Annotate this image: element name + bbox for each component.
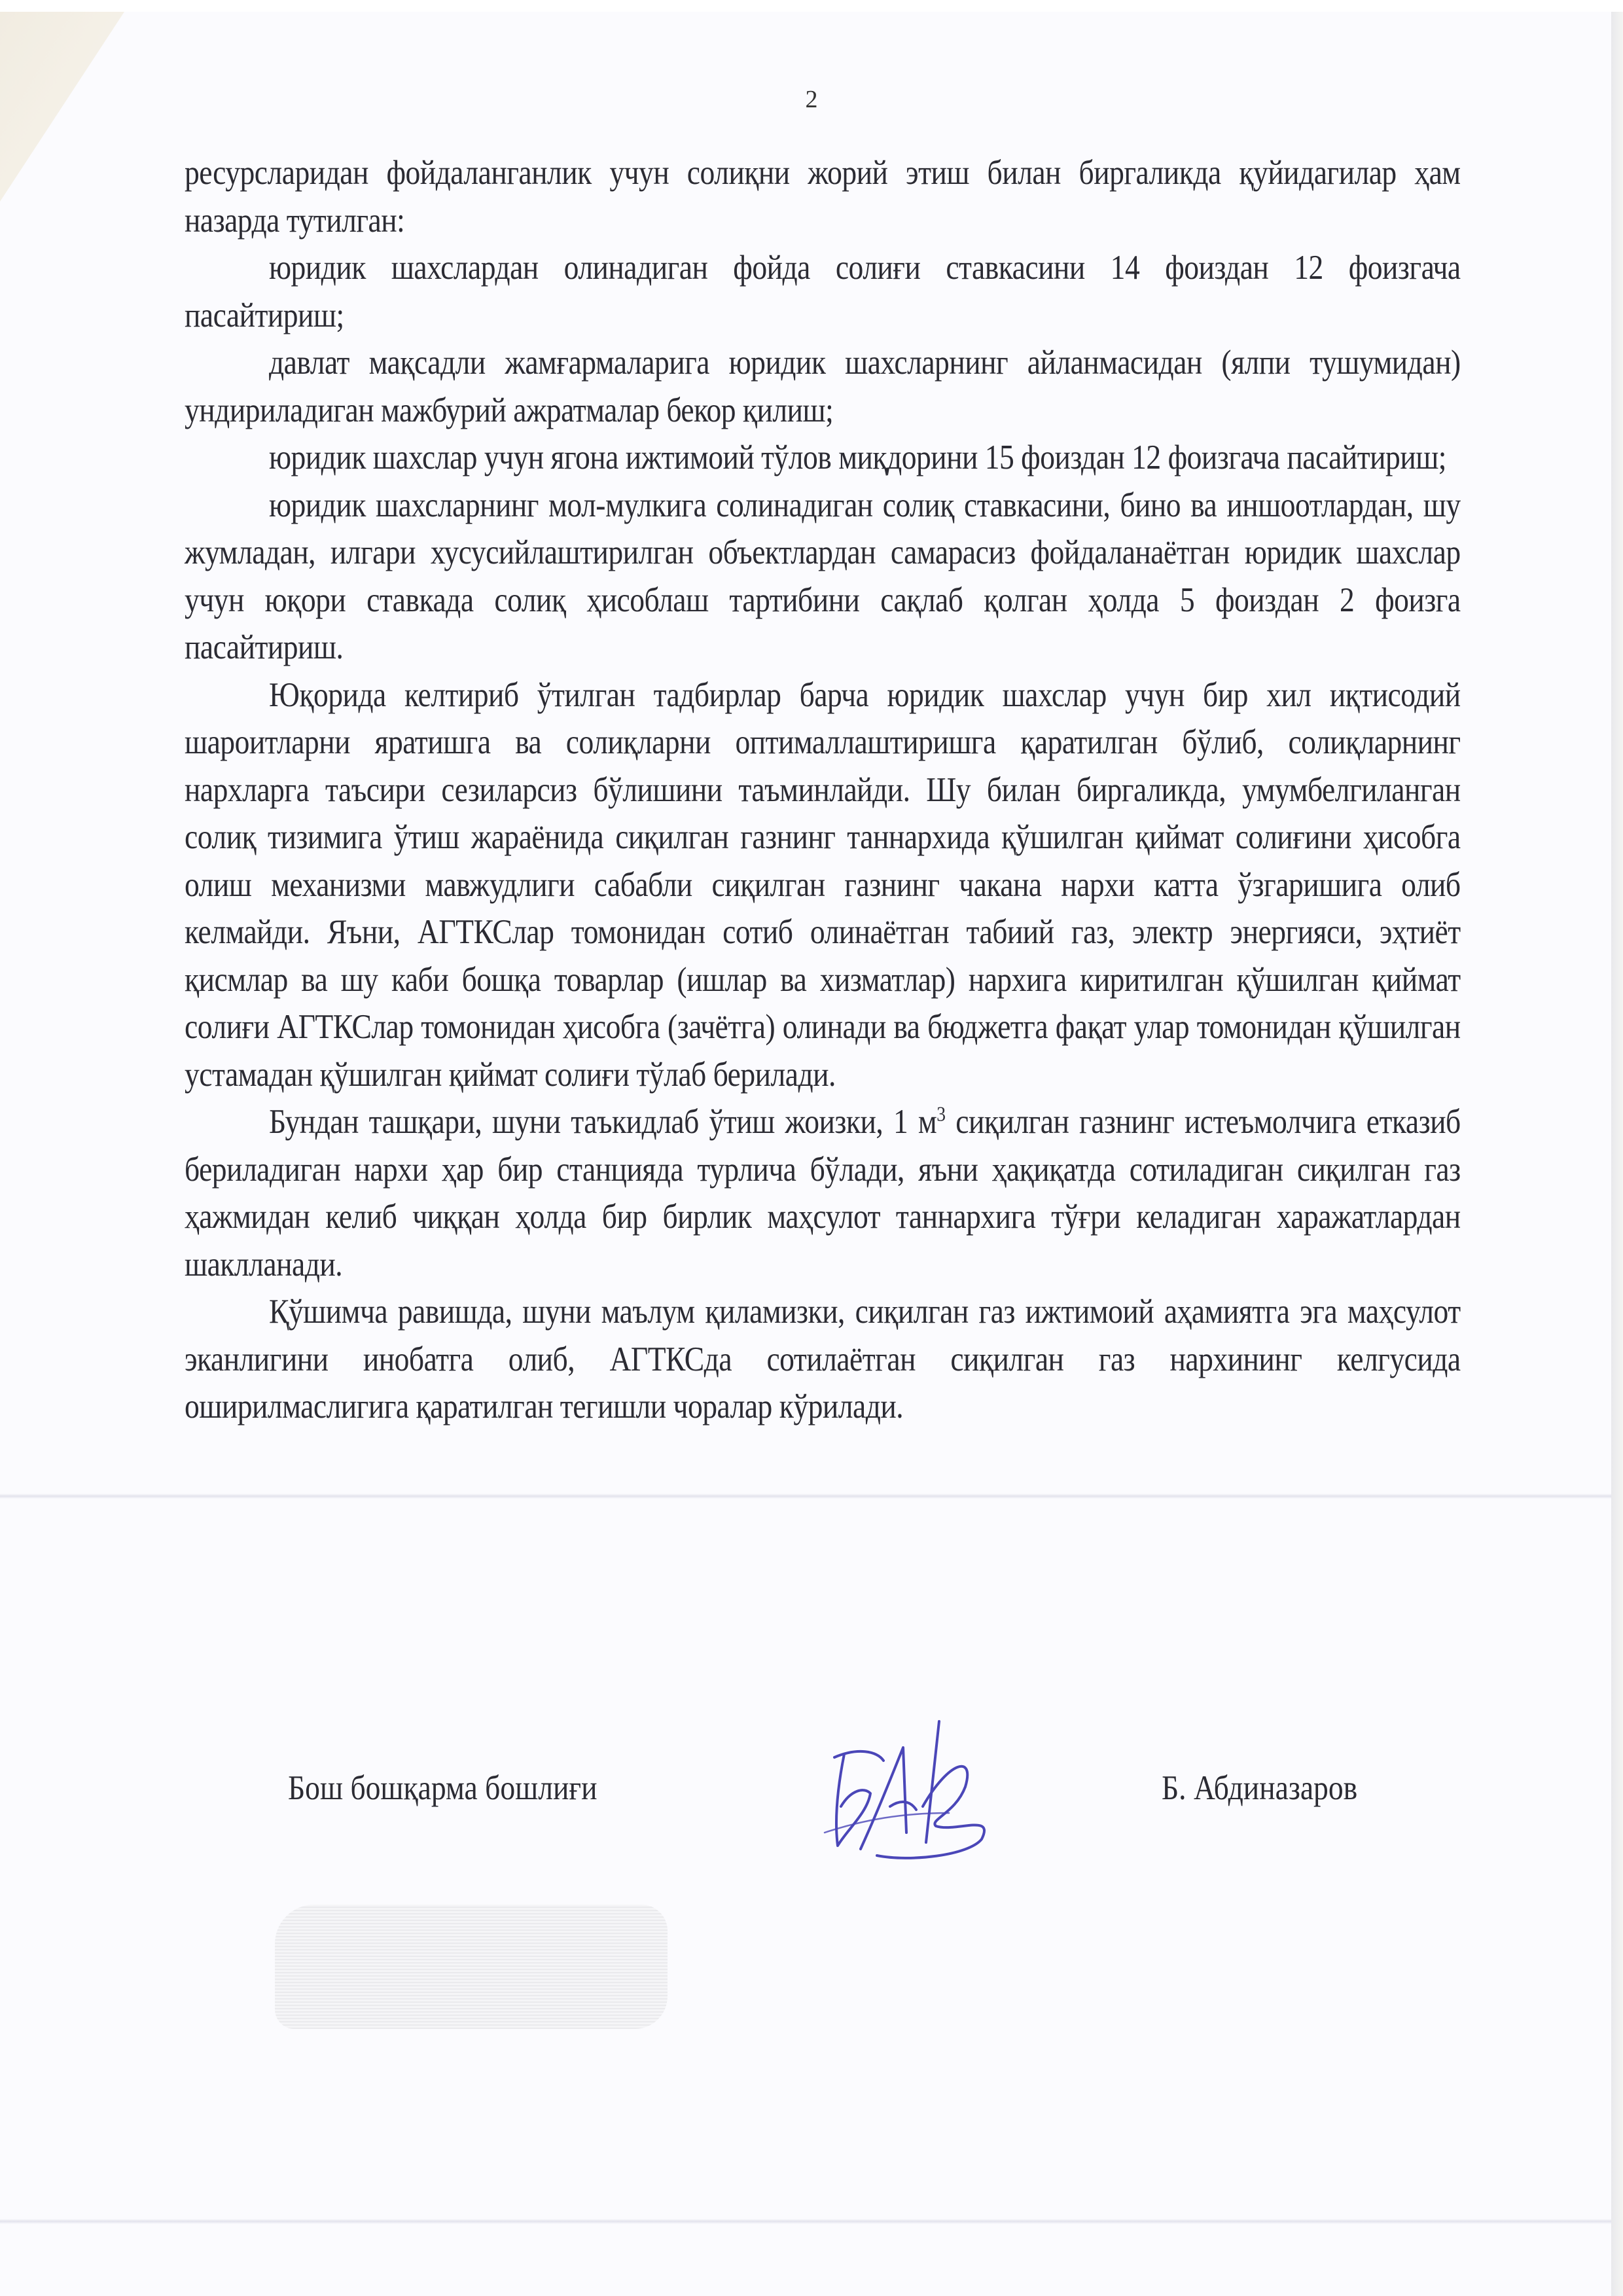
redacted-area [275,1905,668,2029]
paragraph-mandatory-deductions: давлат мақсадли жамғармаларига юридик шахсларнинг айланмасидан (ялпи тушумидан) ундириладиган мажбурий ажратмалар бекор қилиш; [185,344,1461,429]
paper-crease [0,2219,1611,2224]
paragraph-gas-price [185,1098,1461,1288]
gas-price-text-end: сиқилган газнинг истеъмолчига етказиб бериладиган нархи ҳар бир станцияда турлича бўлади, яъни ҳақиқатда сотиладиган сиқилган газ ҳажмидан келиб чиққан ҳолда бир бирлик маҳсулот таннархига тўғри келадиган харажатлардан шаклланади. [185,1103,1461,1283]
scan-edge-top [0,0,1623,12]
paragraph-profit-tax: юридик шахслардан олинадиган фойда солиғи ставкасини 14 фоиздан 12 фоизгача пасайтириш; [185,249,1461,334]
letter-body [185,149,1461,1431]
signatory-position: Бош бошқарма бошлиғи [288,1769,597,1807]
gas-price-text-start: Бундан ташқари, шуни таъкидлаб ўтиш жоизки, 1 м [269,1103,937,1141]
signatory-name: Б. Абдиназаров [1162,1769,1358,1807]
paragraph-intro: ресурсларидан фойдаланганлик учун солиқни жорий этиш билан биргаликда қуйидагилар ҳам назарда тутилган: [185,154,1461,240]
cubic-superscript: 3 [936,1102,946,1126]
paragraph-conclusion: Қўшимча равишда, шуни маълум қиламизки, сиқилган газ ижтимоий аҳамиятга эга маҳсулот эканлигини инобатга олиб, АГТКСда сотилаётган сиқилган газ нархининг келгусида оширилмаслигига қаратилган тегишли чоралар кўрилади. [185,1293,1461,1426]
page-number: 2 [805,86,818,113]
paragraph-social-payment: юридик шахслар учун ягона ижтимоий тўлов миқдорини 15 фоиздан 12 фоизгача пасайтириш; [269,439,1446,476]
handwritten-signature [798,1715,1034,1865]
scan-edge-right [1611,12,1623,2296]
signature-block [0,1702,1623,1859]
paragraph-property-tax: юридик шахсларнинг мол-мулкига солинадиган солиқ ставкасини, бино ва иншоотлардан, шу жумладан, илгари хусусийлаштирилган объектлардан самарасиз фойдаланаётган юридик шахслар учун юқори ставкада солиқ ҳисоблаш тартибини сақлаб қолган ҳолда 5 фоиздан 2 фоизга пасайтириш. [185,486,1461,666]
paragraph-measures-effect: Юқорида келтириб ўтилган тадбирлар барча юридик шахслар учун бир хил иқтисодий шароитларни яратишга ва солиқларни оптималлаштиришга қаратилган бўлиб, солиқларнинг нархларга таъсири сезиларсиз бўлишини таъминлайди. Шу билан биргаликда, умумбелгиланган солиқ тизимига ўтиш жараёнида сиқилган газнинг таннархида қўшилган қиймат солиғини ҳисобга олиш механизми мавжудлиги сабабли сиқилган газнинг чакана нархи катта ўзгаришига олиб келмайди. Яъни, АГТКСлар томонидан сотиб олинаётган табиий газ, электр энергияси, эҳтиёт қисмлар ва шу каби бошқа товарлар (ишлар ва хизматлар) нархига киритилган қўшилган қиймат солиғи АГТКСлар томонидан ҳисобга (зачётга) олинади ва бюджетга фақат улар томонидан қўшилган устамадан қўшилган қиймат солиғи тўлаб берилади. [185,675,1461,1094]
paper-crease [0,1494,1611,1499]
